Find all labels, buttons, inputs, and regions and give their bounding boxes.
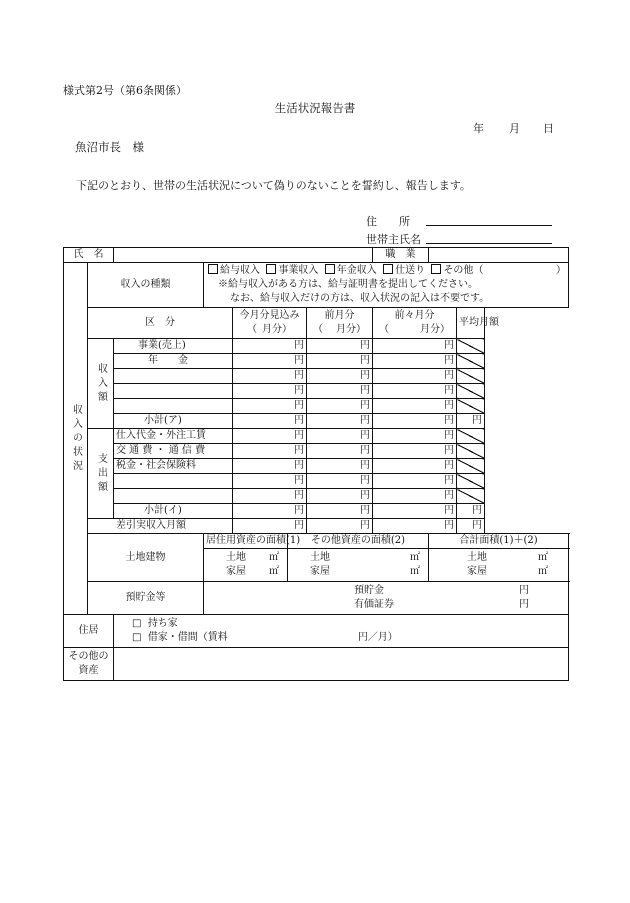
salary-note-1: ※給与収入がある方は、給与証明書を提出してください。 — [218, 279, 478, 290]
householder-label: 世帯主氏名 — [366, 233, 421, 246]
income-status-label: 収入の状況 — [64, 263, 88, 615]
checkbox-icon — [208, 264, 218, 274]
yen-cell[interactable]: 円 — [373, 354, 457, 369]
yen-cell[interactable]: 円 — [233, 459, 307, 474]
other-paren-close: ） — [556, 265, 567, 276]
yen-cell[interactable]: 円 — [233, 489, 307, 504]
income-row-label[interactable] — [114, 384, 233, 399]
form-number-label: 様式第2号（第6条関係） — [63, 84, 187, 97]
option-allowance[interactable]: 仕送り — [383, 265, 425, 276]
average-disabled-cell — [457, 444, 485, 459]
income-row-label[interactable] — [114, 399, 233, 414]
address-label: 住 所 — [366, 215, 410, 228]
other-area-header: その他資産の面積(2) — [288, 534, 429, 549]
yen-cell[interactable]: 円 — [307, 369, 373, 384]
job-label: 職 業 — [373, 248, 429, 263]
other-assets-label: その他の資産 — [64, 648, 114, 681]
addressee: 魚沼市長 様 — [75, 140, 144, 154]
date-month-label: 月 — [509, 122, 520, 135]
category-header: 区 分 — [88, 308, 233, 339]
total-area-cell[interactable]: 土地 ㎡ 家屋 ㎡ — [429, 549, 569, 582]
checkbox-icon — [431, 264, 441, 274]
average-disabled-cell — [457, 429, 485, 444]
yen-cell[interactable]: 円 — [233, 444, 307, 459]
average-disabled-cell — [457, 399, 485, 414]
yen-cell[interactable]: 円 — [373, 474, 457, 489]
yen-cell[interactable]: 円 — [233, 414, 307, 429]
yen-cell[interactable]: 円 — [307, 459, 373, 474]
option-business[interactable]: 事業収入 — [266, 265, 318, 276]
yen-cell[interactable]: 円 — [373, 339, 457, 354]
net-income-label: 差引実収入月額 — [88, 519, 233, 534]
last-month-header: 前月分 （ 月分） — [307, 308, 373, 339]
checkbox-icon: □ — [132, 618, 142, 629]
checkbox-icon — [266, 264, 276, 274]
yen-cell[interactable]: 円 — [373, 369, 457, 384]
expense-row-label[interactable] — [114, 474, 233, 489]
average-disabled-cell — [457, 354, 485, 369]
yen-cell[interactable]: 円 — [307, 399, 373, 414]
yen-cell[interactable]: 円 — [307, 429, 373, 444]
job-field[interactable] — [429, 248, 569, 263]
income-type-label: 収入の種類 — [88, 263, 204, 308]
average-yen-cell[interactable]: 円 — [457, 519, 485, 534]
expense-amount-label: 支出額 — [88, 429, 114, 519]
income-row-label: 年 金 — [114, 354, 233, 369]
yen-cell[interactable]: 円 — [233, 339, 307, 354]
land-building-label: 土地建物 — [88, 534, 204, 582]
householder-field[interactable] — [426, 229, 552, 244]
income-row-label: 事業(売上) — [114, 339, 233, 354]
yen-cell[interactable]: 円 — [233, 354, 307, 369]
yen-cell[interactable]: 円 — [373, 384, 457, 399]
residential-area-header: 居住用資産の面積(1) — [204, 534, 288, 549]
yen-cell[interactable]: 円 — [307, 384, 373, 399]
yen-cell[interactable]: 円 — [233, 519, 307, 534]
yen-cell[interactable]: 円 — [307, 354, 373, 369]
yen-cell[interactable]: 円 — [233, 399, 307, 414]
income-type-cell — [204, 263, 569, 308]
yen-cell[interactable]: 円 — [307, 414, 373, 429]
housing-cell — [114, 615, 569, 648]
checkbox-icon: □ — [132, 632, 142, 643]
yen-cell[interactable]: 円 — [373, 519, 457, 534]
document-title: 生活状況報告書 — [274, 101, 356, 115]
yen-cell[interactable]: 円 — [233, 384, 307, 399]
name-label: 氏 名 — [64, 248, 114, 263]
average-disabled-cell — [457, 459, 485, 474]
two-months-ago-header: 前々月分 （ 月分） — [373, 308, 457, 339]
option-salary[interactable]: 給与収入 — [208, 265, 260, 276]
yen-cell[interactable]: 円 — [373, 444, 457, 459]
other-assets-field[interactable] — [114, 648, 569, 681]
average-disabled-cell — [457, 339, 485, 354]
date-day-label: 日 — [543, 122, 554, 135]
yen-cell[interactable]: 円 — [373, 429, 457, 444]
yen-cell[interactable]: 円 — [233, 429, 307, 444]
average-yen-cell[interactable]: 円 — [457, 414, 485, 429]
salary-note-2: なお、給与収入だけの方は、収入状況の記入は不要です。 — [230, 293, 490, 304]
yen-cell[interactable]: 円 — [307, 339, 373, 354]
yen-cell[interactable]: 円 — [373, 489, 457, 504]
average-disabled-cell — [457, 384, 485, 399]
savings-cell[interactable]: 預貯金 円 有価証券 円 — [204, 582, 569, 615]
residential-area-cell[interactable]: 土地 ㎡ 家屋 ㎡ — [204, 549, 288, 582]
yen-cell[interactable]: 円 — [373, 414, 457, 429]
yen-cell[interactable]: 円 — [307, 474, 373, 489]
expense-row-label[interactable] — [114, 489, 233, 504]
yen-cell[interactable]: 円 — [307, 504, 373, 519]
housing-rent-option[interactable]: □ 借家・借間（賃料 円／月） — [132, 632, 398, 643]
yen-cell[interactable]: 円 — [373, 459, 457, 474]
subtotal-a-label: 小計(ア) — [114, 414, 233, 429]
income-amount-label: 収入額 — [88, 339, 114, 429]
yen-cell[interactable]: 円 — [233, 504, 307, 519]
yen-cell[interactable]: 円 — [373, 399, 457, 414]
total-area-header: 合計面積(1)＋(2) — [429, 534, 569, 549]
option-other[interactable]: その他（ — [431, 265, 483, 276]
yen-cell[interactable]: 円 — [307, 519, 373, 534]
average-disabled-cell — [457, 369, 485, 384]
yen-cell[interactable]: 円 — [307, 444, 373, 459]
this-month-header: 今月分見込み （ 月分） — [233, 308, 307, 339]
yen-cell[interactable]: 円 — [233, 369, 307, 384]
pledge-statement: 下記のとおり、世帯の生活状況について偽りのないことを誓約し、報告します。 — [76, 179, 471, 192]
date-year-label: 年 — [473, 122, 484, 135]
expense-row-label: 仕入代金・外注工賃 — [114, 429, 233, 444]
average-yen-cell[interactable]: 円 — [457, 504, 485, 519]
yen-cell[interactable]: 円 — [373, 504, 457, 519]
name-field[interactable] — [114, 248, 373, 263]
average-header: 平均月額 — [457, 308, 485, 339]
savings-label: 預貯金等 — [88, 582, 204, 615]
yen-cell[interactable]: 円 — [307, 489, 373, 504]
address-field[interactable] — [426, 211, 552, 226]
expense-row-label: 税金・社会保険料 — [114, 459, 233, 474]
checkbox-icon — [383, 264, 393, 274]
housing-own-option[interactable]: □ 持ち家 — [132, 618, 178, 629]
other-area-cell[interactable]: 土地 ㎡ 家屋 ㎡ — [288, 549, 429, 582]
subtotal-i-label: 小計(イ) — [114, 504, 233, 519]
expense-row-label: 交 通 費 ・ 通 信 費 — [114, 444, 233, 459]
option-pension[interactable]: 年金収入 — [325, 265, 377, 276]
average-disabled-cell — [457, 474, 485, 489]
housing-label: 住居 — [64, 615, 114, 648]
checkbox-icon — [325, 264, 335, 274]
average-disabled-cell — [457, 489, 485, 504]
status-report-table — [63, 247, 569, 681]
yen-cell[interactable]: 円 — [233, 474, 307, 489]
income-row-label[interactable] — [114, 369, 233, 384]
